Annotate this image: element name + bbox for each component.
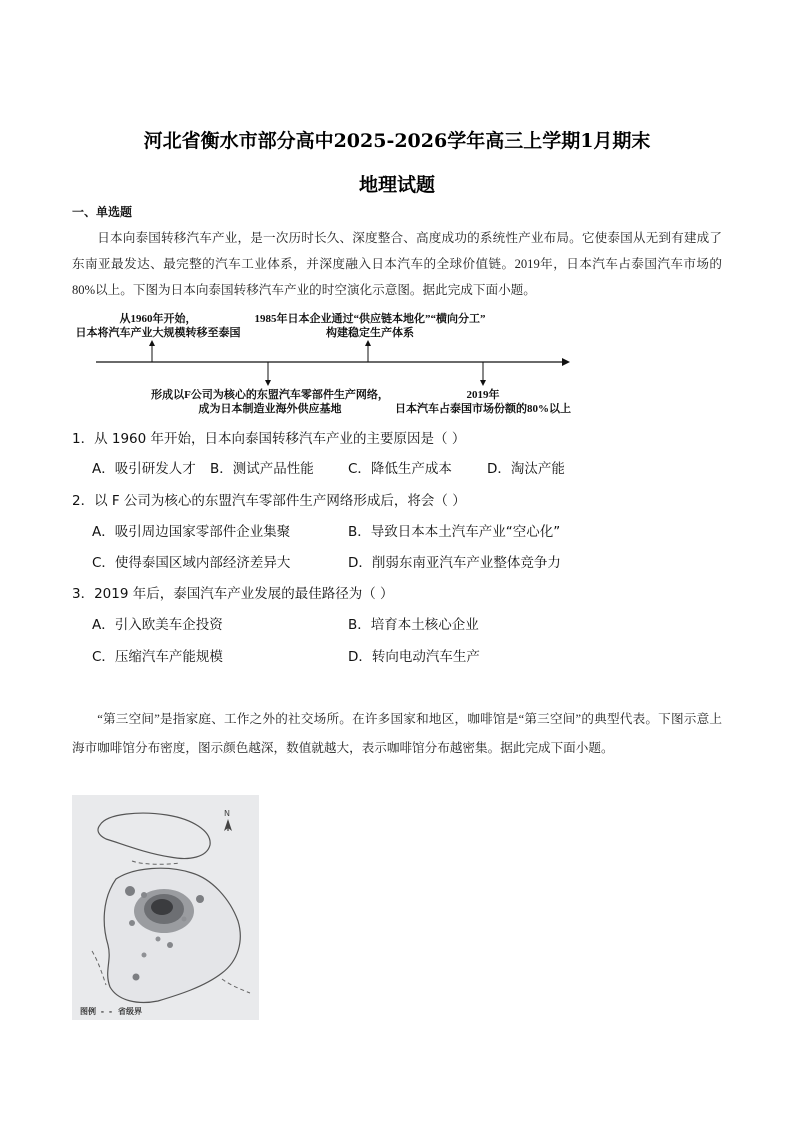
timeline-label-network: 形成以F公司为核心的东盟汽车零部件生产网络， 成为日本制造业海外供应基地: [151, 389, 389, 415]
timeline-marker-network-arrow: [265, 380, 271, 386]
density-spot: [133, 974, 140, 981]
question-2-option-b[interactable]: B．导致日本本土汽车产业“空心化”: [348, 524, 561, 540]
passage-2-text: “第三空间”是指家庭、工作之外的社交场所。在许多国家和地区，咖啡馆是“第三空间”的典型代表。下图示意上海市咖啡馆分布密度，图示颜色越深，数值就越大，表示咖啡馆分布越密集。据此完成下面小题。: [72, 712, 722, 755]
question-3-option-d[interactable]: D．转向电动汽车生产: [348, 649, 480, 665]
timeline-marker-1960-arrow: [149, 340, 155, 346]
island-outline: [98, 813, 210, 858]
question-2-option-a[interactable]: A．吸引周边国家零部件企业集聚: [92, 524, 291, 540]
map-legend: [80, 1006, 142, 1017]
density-spot: [141, 892, 147, 898]
passage-1-text: 日本向泰国转移汽车产业，是一次历时长久、深度整合、高度成功的系统性产业布局。它使泰国从无到有建成了东南亚最发达、最完整的汽车工业体系，并深度融入日本汽车的全球价值链。2019年，日本汽车占泰国汽车市场的80%以上。下图为日本向泰国转移汽车产业的时空演化示意图。据此完成下面小题。: [72, 231, 722, 297]
timeline-arrowhead: [562, 358, 570, 366]
legend-boundary-label: 省级界: [118, 1007, 143, 1016]
page-subtitle: 地理试题: [358, 174, 435, 196]
timeline-label-2019: 2019年 日本汽车占泰国市场份额的80%以上: [395, 389, 571, 415]
question-2-option-d[interactable]: D．削弱东南亚汽车产业整体竞争力: [348, 555, 561, 571]
timeline-label-1960: 从1960年开始， 日本将汽车产业大规模转移至泰国: [75, 313, 241, 339]
legend-title: 图例: [80, 1007, 96, 1016]
question-1-option-d[interactable]: D．淘汰产能: [487, 461, 565, 477]
section-heading: 一、单选题: [72, 205, 133, 219]
question-3-option-a[interactable]: A．引入欧美车企投资: [92, 617, 223, 633]
passage-1: [72, 225, 722, 303]
cafe-density-map: [72, 795, 259, 1020]
question-3-option-b[interactable]: B．培育本土核心企业: [348, 617, 479, 633]
question-3-stem: 3．2019 年后，泰国汽车产业发展的最佳路径为（ ）: [72, 586, 394, 602]
province-boundary-north: [132, 861, 180, 864]
map-graphic: [72, 795, 259, 1020]
north-label: N: [224, 809, 230, 818]
question-2-stem: 2．以 F 公司为核心的东盟汽车零部件生产网络形成后，将会（ ）: [72, 493, 466, 509]
question-2-option-c[interactable]: C．使得泰国区域内部经济差异大: [92, 555, 291, 571]
timeline-marker-1985-arrow: [365, 340, 371, 346]
province-boundary-east: [222, 979, 250, 993]
question-3-option-c[interactable]: C．压缩汽车产能规模: [92, 649, 223, 665]
density-spot: [142, 953, 147, 958]
density-spot: [125, 886, 135, 896]
page-title: 河北省衡水市部分高中2025-2026学年高三上学期1月期末: [143, 130, 651, 152]
question-1-option-a[interactable]: A．吸引研发人才: [92, 461, 196, 477]
legend-boundary-symbol: - -: [100, 1007, 114, 1016]
density-spot: [167, 942, 173, 948]
question-1-option-c[interactable]: C．降低生产成本: [348, 461, 452, 477]
province-boundary-west: [92, 951, 106, 985]
density-spot: [156, 937, 161, 942]
density-spot: [182, 917, 187, 922]
question-1-stem: 1．从 1960 年开始，日本向泰国转移汽车产业的主要原因是（ ）: [72, 431, 466, 447]
density-spot: [129, 920, 135, 926]
density-spot: [196, 895, 204, 903]
timeline-label-1985: 1985年日本企业通过“供应链本地化”“横向分工” 构建稳定生产体系: [254, 313, 486, 339]
passage-2: [72, 705, 722, 763]
mainland-outline: [104, 868, 240, 1002]
question-1-option-b[interactable]: B．测试产品性能: [210, 461, 314, 477]
density-core-high: [151, 899, 173, 915]
timeline-marker-2019-arrow: [480, 380, 486, 386]
